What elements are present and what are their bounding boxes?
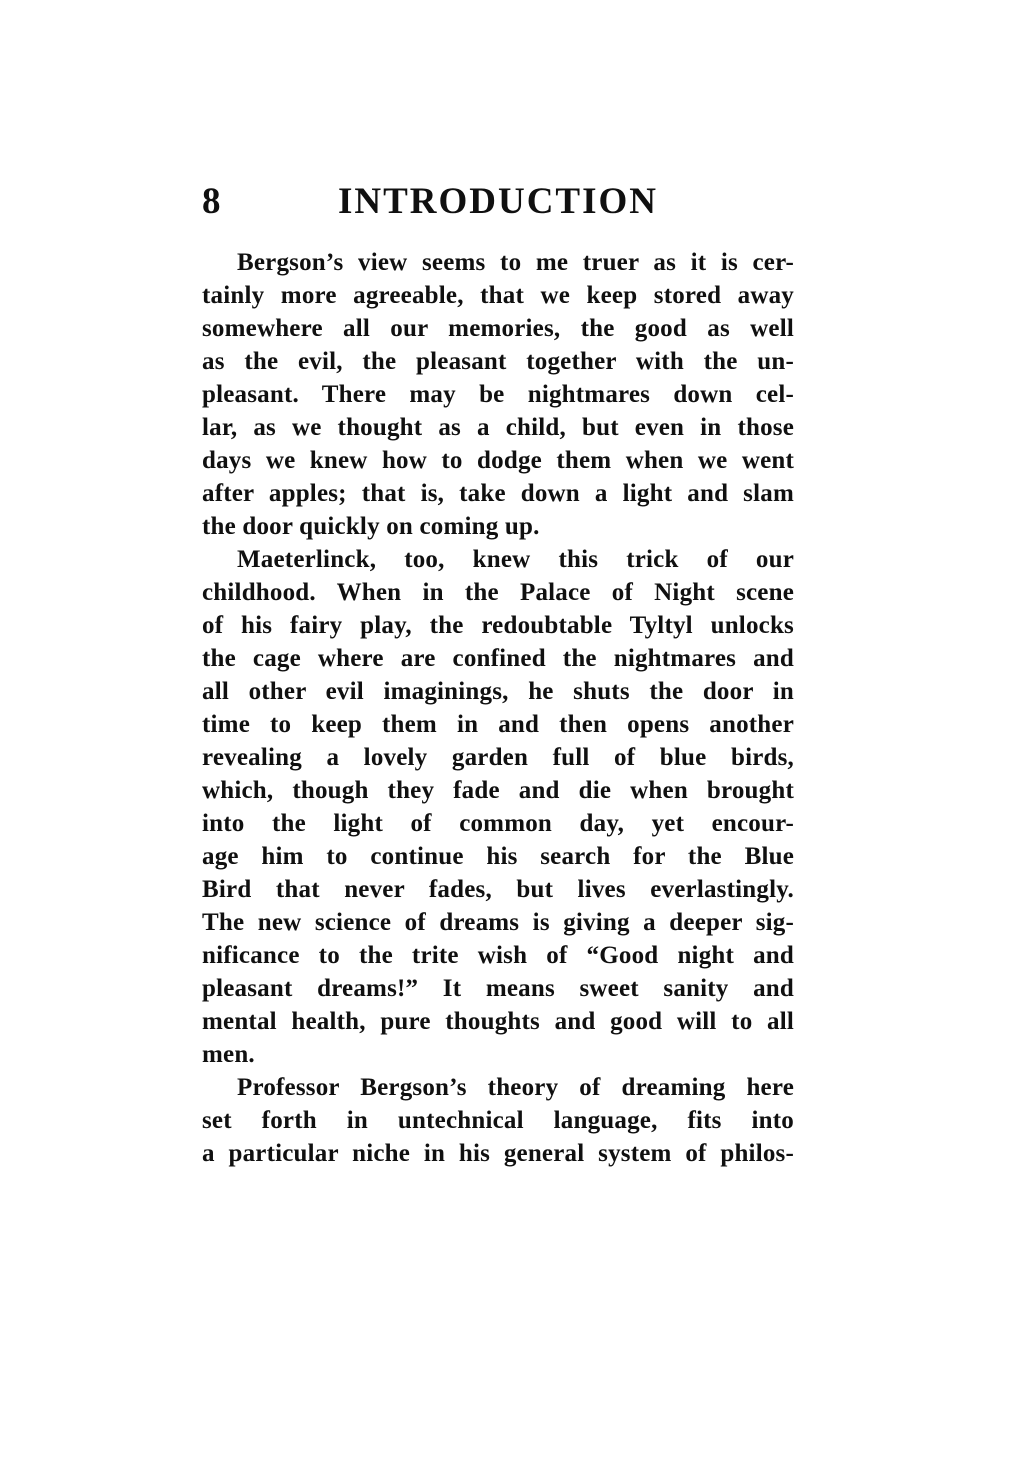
- text-line: Bergson’s view seems to me truer as it is cer-: [237, 249, 794, 276]
- paragraph: [202, 1071, 794, 1170]
- text-line: Professor Bergson’s theory of dreaming here: [237, 1074, 794, 1101]
- text-line: which, though they fade and die when brought: [202, 777, 794, 804]
- text-line: Maeterlinck, too, knew this trick of our: [237, 546, 794, 573]
- text-line: time to keep them in and then opens another: [202, 711, 794, 738]
- text-line: a particular niche in his general system of philos-: [202, 1140, 794, 1167]
- page-title: INTRODUCTION: [337, 181, 659, 222]
- text-line: Bird that never fades, but lives everlastingly.: [202, 876, 794, 903]
- text-line: pleasant dreams!” It means sweet sanity and: [202, 975, 794, 1002]
- text-line: revealing a lovely garden full of blue birds,: [202, 744, 794, 771]
- paragraph: [202, 246, 794, 543]
- text-line: days we knew how to dodge them when we went: [202, 447, 794, 474]
- text-line: age him to continue his search for the Blue: [202, 843, 794, 870]
- text-line: nificance to the trite wish of “Good night and: [202, 942, 794, 969]
- text-line: the door quickly on coming up.: [202, 513, 540, 540]
- text-line: of his fairy play, the redoubtable Tyltyl unlocks: [202, 612, 794, 639]
- text-line: set forth in untechnical language, fits into: [202, 1107, 794, 1134]
- text-line: after apples; that is, take down a light and slam: [202, 480, 794, 507]
- text-line: childhood. When in the Palace of Night scene: [202, 579, 794, 606]
- body-text: [202, 246, 794, 1170]
- page-header: [202, 182, 794, 226]
- text-line: The new science of dreams is giving a deeper sig-: [202, 909, 794, 936]
- text-line: mental health, pure thoughts and good will to all: [202, 1008, 794, 1035]
- text-line: into the light of common day, yet encour-: [202, 810, 794, 837]
- text-line: tainly more agreeable, that we keep stored away: [202, 282, 794, 309]
- text-line: as the evil, the pleasant together with the un-: [202, 348, 794, 375]
- text-line: all other evil imaginings, he shuts the door in: [202, 678, 794, 705]
- text-line: the cage where are confined the nightmares and: [202, 645, 794, 672]
- text-line: lar, as we thought as a child, but even in those: [202, 414, 794, 441]
- text-line: men.: [202, 1041, 255, 1068]
- text-line: somewhere all our memories, the good as well: [202, 315, 794, 342]
- page-number: 8: [202, 181, 221, 222]
- paragraph: [202, 543, 794, 1071]
- text-line: pleasant. There may be nightmares down cel-: [202, 381, 794, 408]
